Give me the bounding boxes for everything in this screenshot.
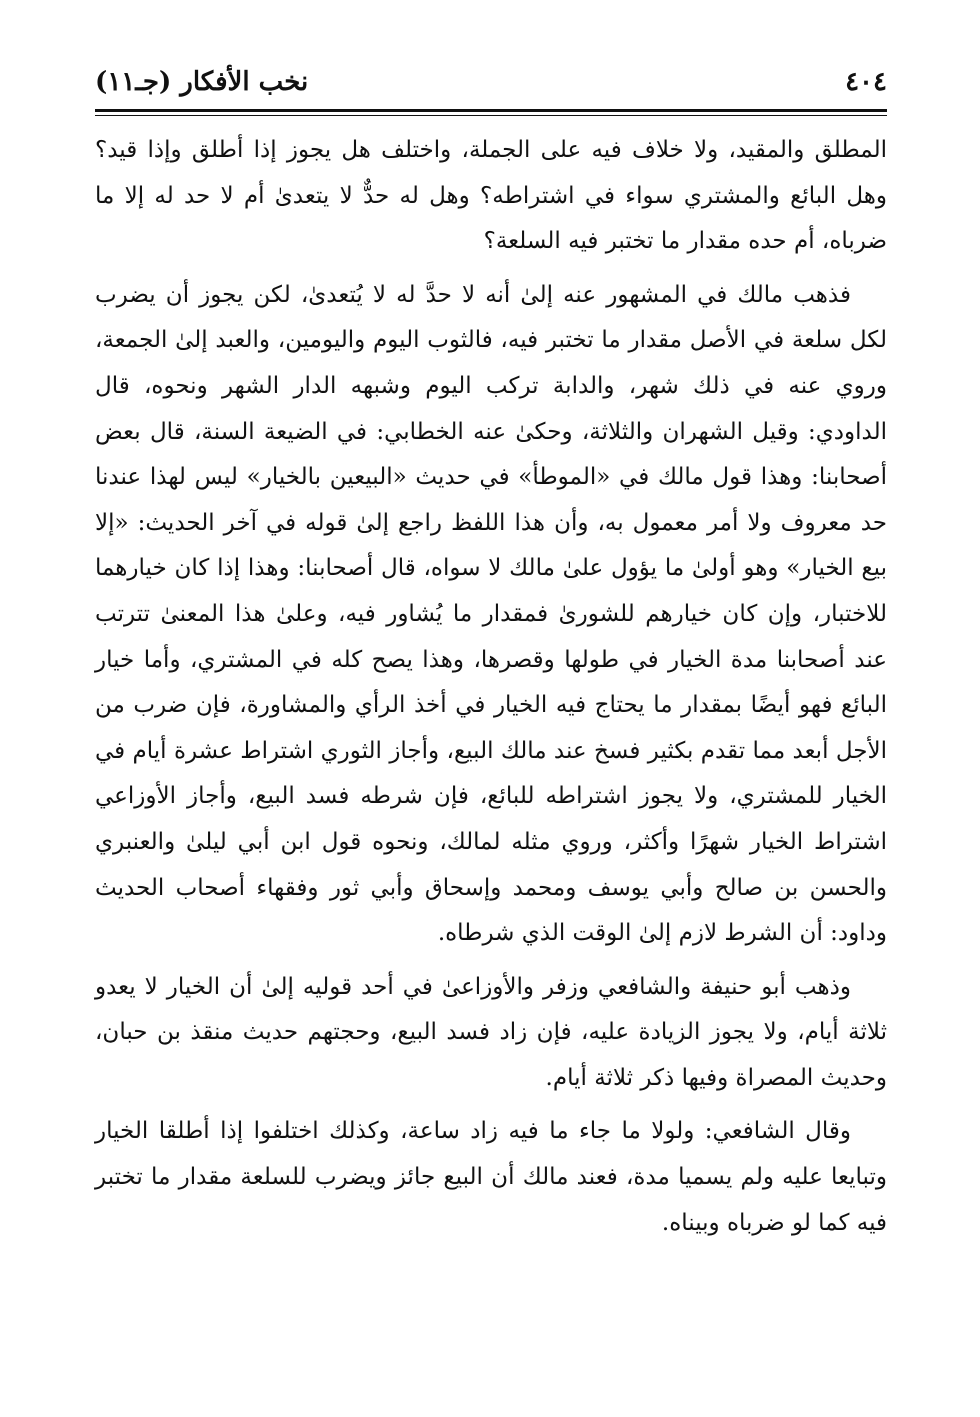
page-header xyxy=(95,62,887,102)
paragraph: وقال الشافعي: ولولا ما جاء ما فيه زاد ساعة، وكذلك اختلفوا إذا أطلقا الخيار وتبايعا عليه ولم يسميا مدة، فعند مالك أن البيع جائز ويضرب للسلعة مقدار ما تختبر فيه كما لو ضرباه وبيناه. xyxy=(95,1118,887,1236)
paragraph: فذهب مالك في المشهور عنه إلىٰ أنه لا حدَّ له لا يُتعدىٰ، لكن يجوز أن يضرب لكل سلعة في الأصل مقدار ما تختبر فيه، فالثوب اليوم واليومين، والعبد إلىٰ الجمعة، وروي عنه في ذلك شهر، والدابة تركب اليوم وشبهه الدار الشهر ونحوه، قال الداودي: وقيل الشهران والثلاثة، وحكىٰ عنه الخطابي: في الضيعة السنة، قال بعض أصحابنا: وهذا قول مالك في «الموطأ» في حديث «البيعين بالخيار» ليس لهذا عندنا حد معروف ولا أمر معمول به، وأن هذا اللفظ راجع إلىٰ قوله في آخر الحديث: «إلا بيع الخيار» وهو أولىٰ ما يؤول علىٰ مالك لا سواه، قال أصحابنا: وهذا إذا كان خيارهما للاختبار، وإن كان خيارهم للشورىٰ فمقدار ما يُشاور فيه، وعلىٰ هذا المعنىٰ تترتب عند أصحابنا مدة الخيار في طولها وقصرها، وهذا يصح كله في المشتري، وأما خيار البائع فهو أيضًا بمقدار ما يحتاج فيه الخيار في أخذ الرأي والمشاورة، فإن ضرب من الأجل أبعد مما تقدم بكثير فسخ عند مالك البيع، وأجاز الثوري اشتراط عشرة أيام في الخيار للمشتري، ولا يجوز اشتراطه للبائع، فإن شرطه فسد البيع، وأجاز الأوزاعي اشتراط الخيار شهرًا وأكثر، وروي مثله لمالك، ونحوه قول ابن أبي ليلىٰ والعنبري والحسن بن صالح وأبي يوسف ومحمد وإسحاق وأبي ثور وفقهاء أصحاب الحديث وداود: أن الشرط لازم إلىٰ الوقت الذي شرطاه. xyxy=(95,281,887,947)
paragraph: المطلق والمقيد، ولا خلاف فيه على الجملة، واختلف هل يجوز إذا أطلق وإذا قيد؟ وهل البائع والمشتري سواء في اشتراطه؟ وهل له حدٌّ لا يتعدىٰ أم لا حد له إلا ما ضرباه، أم حده مقدار ما تختبر فيه السلعة؟ xyxy=(95,137,887,255)
page-body xyxy=(95,128,887,1246)
header-rule-thin xyxy=(95,115,887,116)
running-title: نخب الأفكار (جـ١١) xyxy=(95,67,309,97)
paragraph: وذهب أبو حنيفة والشافعي وزفر والأوزاعىٰ في أحد قوليه إلىٰ أن الخيار لا يعدو ثلاثة أيام، ولا يجوز الزيادة عليه، فإن زاد فسد البيع، وحجتهم حديث منقذ بن حبان، وحديث المصراة وفيها ذكر ثلاثة أيام. xyxy=(95,973,887,1091)
header-rule-thick xyxy=(95,109,887,112)
page-number: ٤٠٤ xyxy=(845,67,887,97)
